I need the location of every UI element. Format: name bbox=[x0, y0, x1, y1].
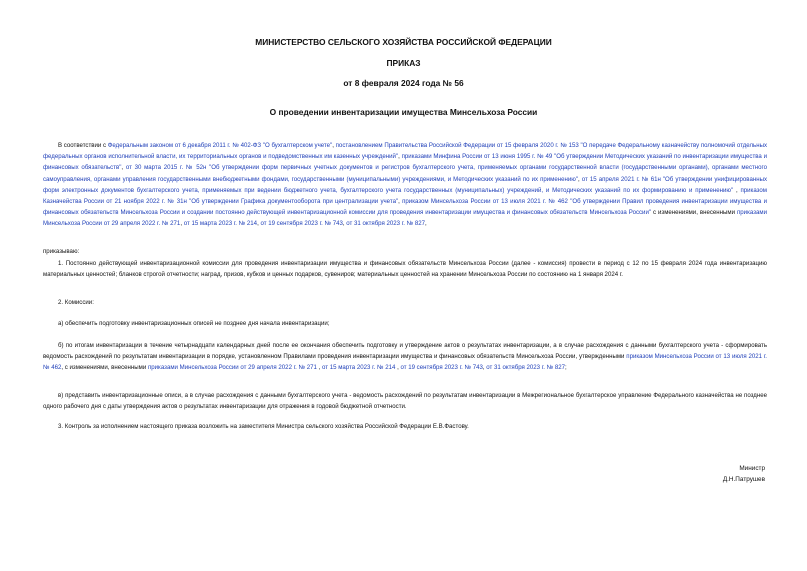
text-fragment: , bbox=[332, 142, 336, 149]
preamble-paragraph bbox=[43, 140, 767, 230]
preamble bbox=[43, 140, 767, 230]
text-fragment: , bbox=[342, 220, 347, 228]
text-fragment: , bbox=[398, 153, 402, 161]
text-fragment: , bbox=[578, 175, 582, 183]
link-minselhoz-order-271[interactable]: приказами Минсельхоза России от 29 апреля 2022 г. № 271 bbox=[43, 209, 767, 228]
link-minselhoz-order-271[interactable]: приказами Минсельхоза России от 29 апреля 2022 г. № 271 bbox=[147, 364, 317, 372]
item-2b-text bbox=[43, 340, 767, 374]
item-1-text: 1. Постоянно действующей инвентаризационной комиссии для проведения инвентаризации имущества и финансовых обязательств Минсельхоза России (далее - комиссия) провести в период с 12 по 15 февраля 2024 года инвентаризацию материальных ценностей; бланков строгой отчетности; наград, призов, кубков и ценных подарков, сувениров; материальных ценностей на хранении Минсельхоза России по состоянию на 1 января 2024 г. bbox=[43, 260, 767, 279]
item-3-text: 3. Контроль за исполнением настоящего приказа возложить на заместителя Министра сельского хозяйства Российской Федерации Е.В.Фастову. bbox=[58, 423, 469, 430]
link-government-decree-153[interactable]: постановлением Правительства Российской Федерации от 15 февраля 2020 г. № 153 "О передаче Федеральному казначейству полномочий отдельных федеральных органов исполнительной власти, их территориальных органов и подведомственных им казенных учреждений" bbox=[43, 142, 767, 161]
link-minselhoz-order-743[interactable]: от 19 сентября 2023 г. № 743 bbox=[400, 364, 483, 372]
item-2b bbox=[43, 340, 767, 374]
link-minselhoz-order-743[interactable]: от 19 сентября 2023 г. № 743 bbox=[260, 220, 343, 228]
text-fragment: б) по итогам инвентаризации в течение четырнадцати календарных дней после ее окончания обеспечить подготовку и утверждение актов о результатах инвентаризации, а в случае расхождения с данными бухгалтерского учета - сформировать ведомость расхождений по результатам инвентаризации в порядке, установленном Правилами проведения инвентаризации имущества и финансовых обязательств Минсельхоза России, утвержденными bbox=[43, 342, 767, 361]
text-fragment: с изменениями, внесенными bbox=[651, 209, 737, 217]
item-2c bbox=[43, 390, 767, 412]
doc-type-title: ПРИКАЗ bbox=[386, 58, 421, 68]
text-fragment: , bbox=[257, 220, 261, 228]
link-minfin-order-49[interactable]: приказами Минфина России от 13 июня 1995 г. № 49 "Об утверждении Методических указаний по инвентаризации имущества и финансовых обязательств" bbox=[43, 153, 768, 172]
item-2-text: 2. Комиссии: bbox=[58, 299, 94, 306]
link-minselhoz-order-462[interactable]: приказом Минсельхоза России от 13 июля 2021 г. № 462 bbox=[43, 353, 767, 372]
link-federal-law-402[interactable]: Федеральным законом от 6 декабря 2011 г. № 402-ФЗ "О бухгалтерском учете" bbox=[107, 142, 333, 149]
signature-block bbox=[723, 463, 765, 485]
link-minselhoz-order-827[interactable]: от 31 октября 2023 г. № 827 bbox=[486, 364, 566, 372]
text-fragment: В соответствии с bbox=[58, 142, 108, 149]
order-word: приказываю: bbox=[43, 248, 80, 255]
text-fragment: , с изменениями, внесенными bbox=[61, 364, 148, 372]
text-fragment: , bbox=[316, 364, 323, 372]
link-minfin-order-61n[interactable]: от 15 апреля 2021 г. № 61н "Об утверждении унифицированных форм электронных документов бухгалтерского учета, применяемых при ведении бюджетного учета, бухгалтерского учета государственных (муниципальных) учреждений, и Методических указаний по их формированию и применению" bbox=[43, 175, 768, 194]
link-minselhoz-order-827[interactable]: от 31 октября 2023 г. № 827 bbox=[346, 220, 426, 228]
text-fragment: , bbox=[398, 198, 403, 206]
text-fragment: ; bbox=[565, 364, 567, 372]
item-2 bbox=[43, 297, 767, 308]
item-3 bbox=[43, 421, 767, 432]
item-1 bbox=[43, 258, 767, 280]
link-minselhoz-order-214[interactable]: от 15 марта 2023 г. № 214 bbox=[183, 220, 258, 228]
text-fragment: , bbox=[180, 220, 184, 228]
item-2a bbox=[43, 318, 767, 329]
signer-name: Д.Н.Патрушев bbox=[722, 476, 765, 483]
item-2a-text: а) обеспечить подготовку инвентаризационных описей не позднее дня начала инвентаризации; bbox=[58, 320, 330, 327]
link-minfin-order-52n[interactable]: от 30 марта 2015 г. № 52н "Об утверждении форм первичных учетных документов и регистров бухгалтерского учета, применяемых органами государственной власти (государственными органами), органами местного самоуправления, органами управления государственными внебюджетными фондами, государственными (муниципальными) учреждениями, и Методических указаний по их применению" bbox=[43, 164, 768, 183]
link-treasury-order-31n[interactable]: приказом Казначейства России от 21 ноября 2022 г. № 31н "Об утверждении Графика документооборота при централизации учета" bbox=[43, 186, 767, 206]
text-fragment: , bbox=[482, 364, 487, 372]
date-number: от 8 февраля 2024 года № 56 bbox=[343, 78, 464, 88]
text-fragment: , bbox=[395, 364, 401, 372]
page-title: О проведении инвентаризации имущества Минсельхоза России bbox=[269, 107, 538, 117]
signer-position: Министр bbox=[739, 465, 765, 472]
text-fragment: , bbox=[121, 164, 126, 172]
text-fragment: , bbox=[733, 186, 741, 194]
ministry-title: МИНИСТЕРСТВО СЕЛЬСКОГО ХОЗЯЙСТВА РОССИЙСКОЙ ФЕДЕРАЦИИ bbox=[255, 37, 552, 47]
link-minselhoz-order-462[interactable]: приказом Минсельхоза России от 13 июля 2021 г. № 462 "Об утверждении Правил проведения инвентаризации имущества и финансовых обязательств Минсельхоза России и создании постоянно действующей инвентаризационной комиссии для проведения инвентаризации имущества и финансовых обязательств Минсельхоза России" bbox=[43, 198, 767, 217]
item-2c-text: в) представить инвентаризационные описи, а в случае расхождения с данными бухгалтерского учета - ведомость расхождений по результатам инвентаризации в Межрегиональное бухгалтерское управление Федерального казначейства не позднее одного рабочего дня с даты утверждения актов о результатах инвентаризации для отражения в годовой бюджетной отчетности. bbox=[43, 392, 767, 411]
link-minselhoz-order-214[interactable]: от 15 марта 2023 г. № 214 bbox=[322, 364, 396, 372]
text-fragment: , bbox=[425, 220, 427, 228]
